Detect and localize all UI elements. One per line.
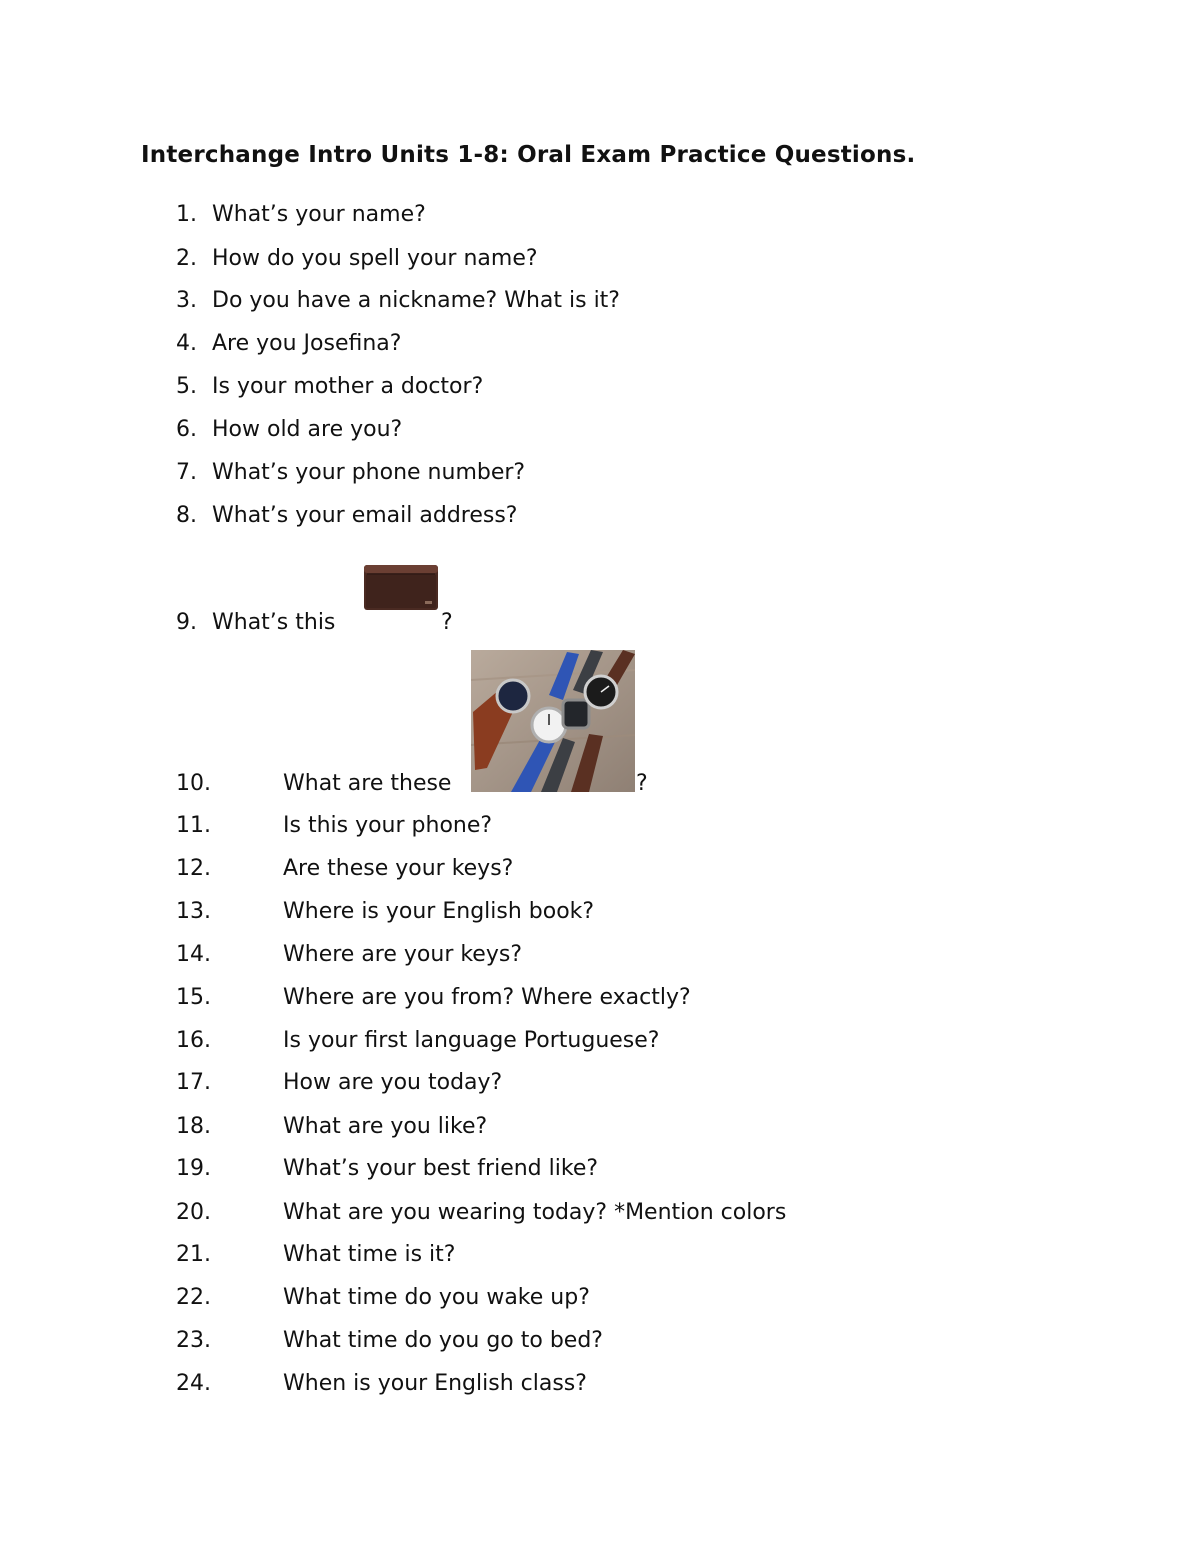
question-text: When is your English class? xyxy=(283,1371,587,1396)
question-number: 19. xyxy=(176,1156,211,1181)
question-mark: ? xyxy=(636,771,648,796)
question-number: 11. xyxy=(176,813,211,838)
question-number: 4. xyxy=(176,331,197,356)
question-number: 18. xyxy=(176,1114,211,1139)
question-number: 23. xyxy=(176,1328,211,1353)
question-number: 16. xyxy=(176,1028,211,1053)
question-text: What’s your email address? xyxy=(212,503,518,528)
question-number: 6. xyxy=(176,417,197,442)
question-text: What time do you wake up? xyxy=(283,1285,590,1310)
question-number: 22. xyxy=(176,1285,211,1310)
question-number: 7. xyxy=(176,460,197,485)
question-number: 9. xyxy=(176,610,197,635)
question-mark: ? xyxy=(441,610,453,635)
question-text: How are you today? xyxy=(283,1070,503,1095)
question-text: Are these your keys? xyxy=(283,856,514,881)
question-text: What’s your name? xyxy=(212,202,426,227)
question-number: 12. xyxy=(176,856,211,881)
question-number: 2. xyxy=(176,246,197,271)
question-number: 15. xyxy=(176,985,211,1010)
question-text: What time is it? xyxy=(283,1242,456,1267)
question-number: 5. xyxy=(176,374,197,399)
question-text: Are you Josefina? xyxy=(212,331,402,356)
question-text: What’s this xyxy=(212,610,336,635)
question-number: 24. xyxy=(176,1371,211,1396)
question-text: What are you like? xyxy=(283,1114,488,1139)
question-number: 17. xyxy=(176,1070,211,1095)
question-text: Where are you from? Where exactly? xyxy=(283,985,691,1010)
question-text: What time do you go to bed? xyxy=(283,1328,603,1353)
question-text: How do you spell your name? xyxy=(212,246,538,271)
question-text: What are these xyxy=(283,771,452,796)
question-text: Where is your English book? xyxy=(283,899,595,924)
question-text: What’s your best friend like? xyxy=(283,1156,599,1181)
question-number: 1. xyxy=(176,202,197,227)
watches-image xyxy=(471,650,635,792)
question-text: Is this your phone? xyxy=(283,813,493,838)
wallet-image xyxy=(363,562,439,612)
question-number: 20. xyxy=(176,1200,211,1225)
question-text: Do you have a nickname? What is it? xyxy=(212,288,620,313)
question-text: What’s your phone number? xyxy=(212,460,526,485)
question-number: 10. xyxy=(176,771,211,796)
question-number: 14. xyxy=(176,942,211,967)
question-number: 3. xyxy=(176,288,197,313)
question-number: 13. xyxy=(176,899,211,924)
question-text: Where are your keys? xyxy=(283,942,523,967)
question-text: Is your mother a doctor? xyxy=(212,374,484,399)
question-number: 8. xyxy=(176,503,197,528)
page-title: Interchange Intro Units 1-8: Oral Exam Practice Questions. xyxy=(141,142,916,168)
question-number: 21. xyxy=(176,1242,211,1267)
question-text: How old are you? xyxy=(212,417,403,442)
question-text: Is your first language Portuguese? xyxy=(283,1028,660,1053)
question-text: What are you wearing today? *Mention colors xyxy=(283,1200,787,1225)
